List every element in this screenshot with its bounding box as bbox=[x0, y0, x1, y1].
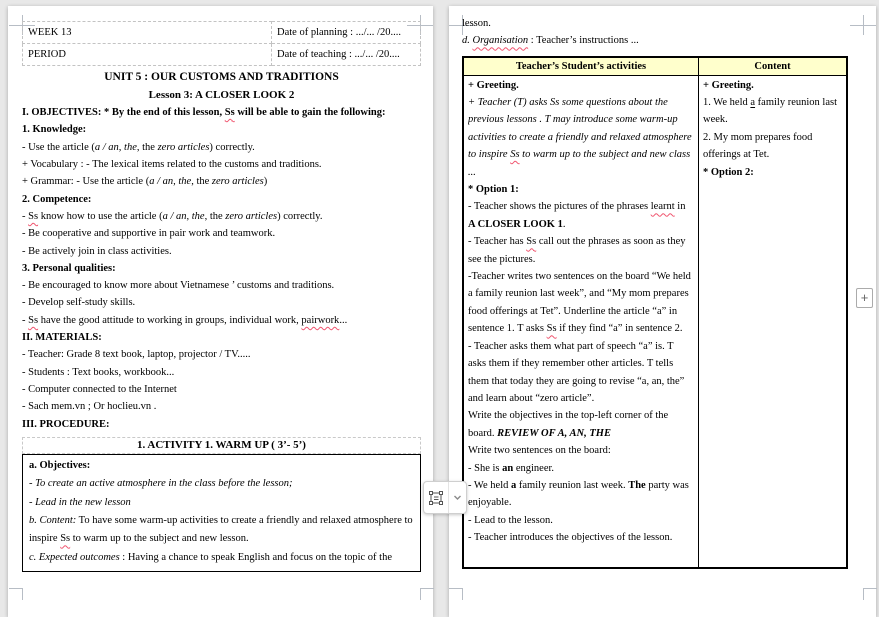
text-line: 1. Knowledge: bbox=[22, 124, 87, 136]
teacher-student-activities-header: Teacher’s Student’s activities bbox=[463, 57, 699, 76]
text-line: III. PROCEDURE: bbox=[22, 418, 110, 430]
text-line: + Grammar: - Use the article (a / an, the, the zero articles) bbox=[22, 176, 268, 188]
text-line: Write two sentences on the board: bbox=[468, 445, 611, 457]
table-header-row bbox=[463, 57, 847, 76]
left-page-content bbox=[22, 21, 421, 572]
objectives-materials-section bbox=[22, 104, 421, 433]
text-line: - Teacher shows the pictures of the phrases learnt in A CLOSER LOOK 1. bbox=[468, 201, 686, 230]
table-insert-plus-button[interactable]: + bbox=[856, 288, 873, 308]
text-line: - She is an engineer. bbox=[468, 462, 555, 474]
text-line: + Greeting. bbox=[468, 79, 519, 91]
crop-mark bbox=[420, 588, 434, 600]
text-line: - Teacher: Grade 8 text book, laptop, projector / TV..... bbox=[22, 349, 251, 361]
date-of-planning-cell: Date of planning : .../... /20.... bbox=[272, 22, 421, 44]
text-line: * Option 1: bbox=[468, 184, 519, 196]
text-line: 2. Competence: bbox=[22, 193, 92, 205]
text-line: * Option 2: bbox=[703, 166, 754, 178]
table-body-row bbox=[463, 75, 847, 568]
date-of-teaching-cell: Date of teaching : .../... /20.... bbox=[272, 44, 421, 66]
text-line: - Students : Text books, workbook... bbox=[22, 366, 175, 378]
text-line: -Teacher writes two sentences on the board “We held a family reunion last week”, and “My mom prepares food offerings at Tet”. Underline the article “a” in sentence 1. T asks Ss if they find “a” in sentence 2. bbox=[468, 271, 691, 335]
unit-title: UNIT 5 : OUR CUSTOMS AND TRADITIONS bbox=[104, 71, 339, 83]
crop-mark bbox=[863, 588, 877, 600]
table-select-icon bbox=[428, 490, 444, 506]
week-period-table bbox=[22, 21, 421, 66]
text-line: - To create an active atmosphere in the class before the lesson; bbox=[29, 478, 293, 490]
right-page-content bbox=[462, 15, 854, 569]
lesson-title: Lesson 3: A CLOSER LOOK 2 bbox=[148, 88, 295, 101]
text-line: a. Objectives: bbox=[29, 459, 91, 471]
text-line: - Ss have the good attitude to working in groups, individual work, pairwork... bbox=[22, 314, 348, 326]
text-line: + Teacher (T) asks Ss some questions about the previous lessons . T may introduce some warm-up activities to create a friendly and relaxed atmosphere to inspire Ss to warm up to the subject and new class ... bbox=[468, 97, 692, 178]
crop-mark bbox=[863, 15, 864, 35]
text-line: lesson. bbox=[462, 18, 491, 29]
activities-cell-text bbox=[468, 77, 694, 564]
week-cell: WEEK 13 bbox=[23, 22, 272, 44]
document-page-right[interactable] bbox=[449, 6, 876, 617]
text-line: d. Organisation : Teacher’s instructions ... bbox=[462, 35, 639, 47]
table-select-button[interactable] bbox=[424, 482, 448, 513]
text-line: I. OBJECTIVES: * By the end of this lesson, Ss will be able to gain the following: bbox=[22, 107, 386, 119]
text-line: 3. Personal qualities: bbox=[22, 262, 116, 274]
text-line: - Be cooperative and supportive in pair work and teamwork. bbox=[22, 228, 276, 240]
text-line: - Teacher introduces the objectives of the lesson. bbox=[468, 532, 673, 544]
period-cell: PERIOD bbox=[23, 44, 272, 66]
text-line: - We held a family reunion last week. The party was enjoyable. bbox=[468, 479, 689, 509]
text-line: - Be actively join in class activities. bbox=[22, 245, 172, 257]
text-line: - Computer connected to the Internet bbox=[22, 383, 177, 395]
chevron-down-icon bbox=[452, 492, 463, 503]
text-line: - Develop self-study skills. bbox=[22, 297, 136, 309]
text-line: - Ss know how to use the article (a / an, the, the zero articles) correctly. bbox=[22, 210, 323, 222]
text-line: - Teacher has Ss call out the phrases as soon as they see the pictures. bbox=[468, 236, 686, 265]
text-line: - Teacher asks them what part of speech “a” is. T asks them if they remember other articles. T tells them that today they are going to revise “a, an, the” and learn about “zero article”. bbox=[468, 340, 685, 404]
text-line: c. Expected outcomes : Having a chance to speak English and focus on the topic of the bbox=[29, 551, 393, 563]
text-line: + Greeting. bbox=[703, 79, 754, 91]
activity-1-header: 1. ACTIVITY 1. WARM UP ( 3’- 5’) bbox=[22, 437, 421, 454]
toolbar-expand-button[interactable] bbox=[448, 482, 466, 513]
floating-object-toolbar bbox=[423, 481, 467, 514]
text-line: - Use the article (a / an, the, the zero articles) correctly. bbox=[22, 141, 255, 153]
organisation-lines bbox=[462, 15, 854, 50]
text-line: + Vocabulary : - The lexical items related to the customs and traditions. bbox=[22, 159, 322, 171]
text-line: 2. My mom prepares food offerings at Tet. bbox=[703, 131, 813, 161]
text-line: - Lead to the lesson. bbox=[468, 514, 553, 526]
document-page-left[interactable] bbox=[8, 6, 433, 617]
activity-1-box bbox=[22, 454, 421, 572]
text-line: b. Content: To have some warm-up activities to create a friendly and relaxed atmosphere to inspire Ss to warm up to the subject and new lesson. bbox=[29, 515, 413, 545]
text-line: - Lead in the new lesson bbox=[29, 496, 131, 508]
text-line: II. MATERIALS: bbox=[22, 332, 102, 344]
content-cell bbox=[699, 75, 848, 568]
content-cell-text bbox=[703, 77, 842, 564]
text-line: 1. We held a family reunion last week. bbox=[703, 97, 837, 126]
text-line: Write the objectives in the top-left corner of the board. REVIEW OF A, AN, THE bbox=[468, 410, 669, 439]
text-line: - Sach mem.vn ; Or hoclieu.vn . bbox=[22, 401, 157, 413]
content-header: Content bbox=[699, 57, 848, 76]
activities-cell bbox=[463, 75, 699, 568]
text-line: - Be encouraged to know more about Vietnamese ’ customs and traditions. bbox=[22, 280, 335, 292]
crop-mark bbox=[9, 588, 23, 600]
activities-content-table bbox=[462, 56, 848, 569]
crop-mark bbox=[449, 588, 463, 600]
